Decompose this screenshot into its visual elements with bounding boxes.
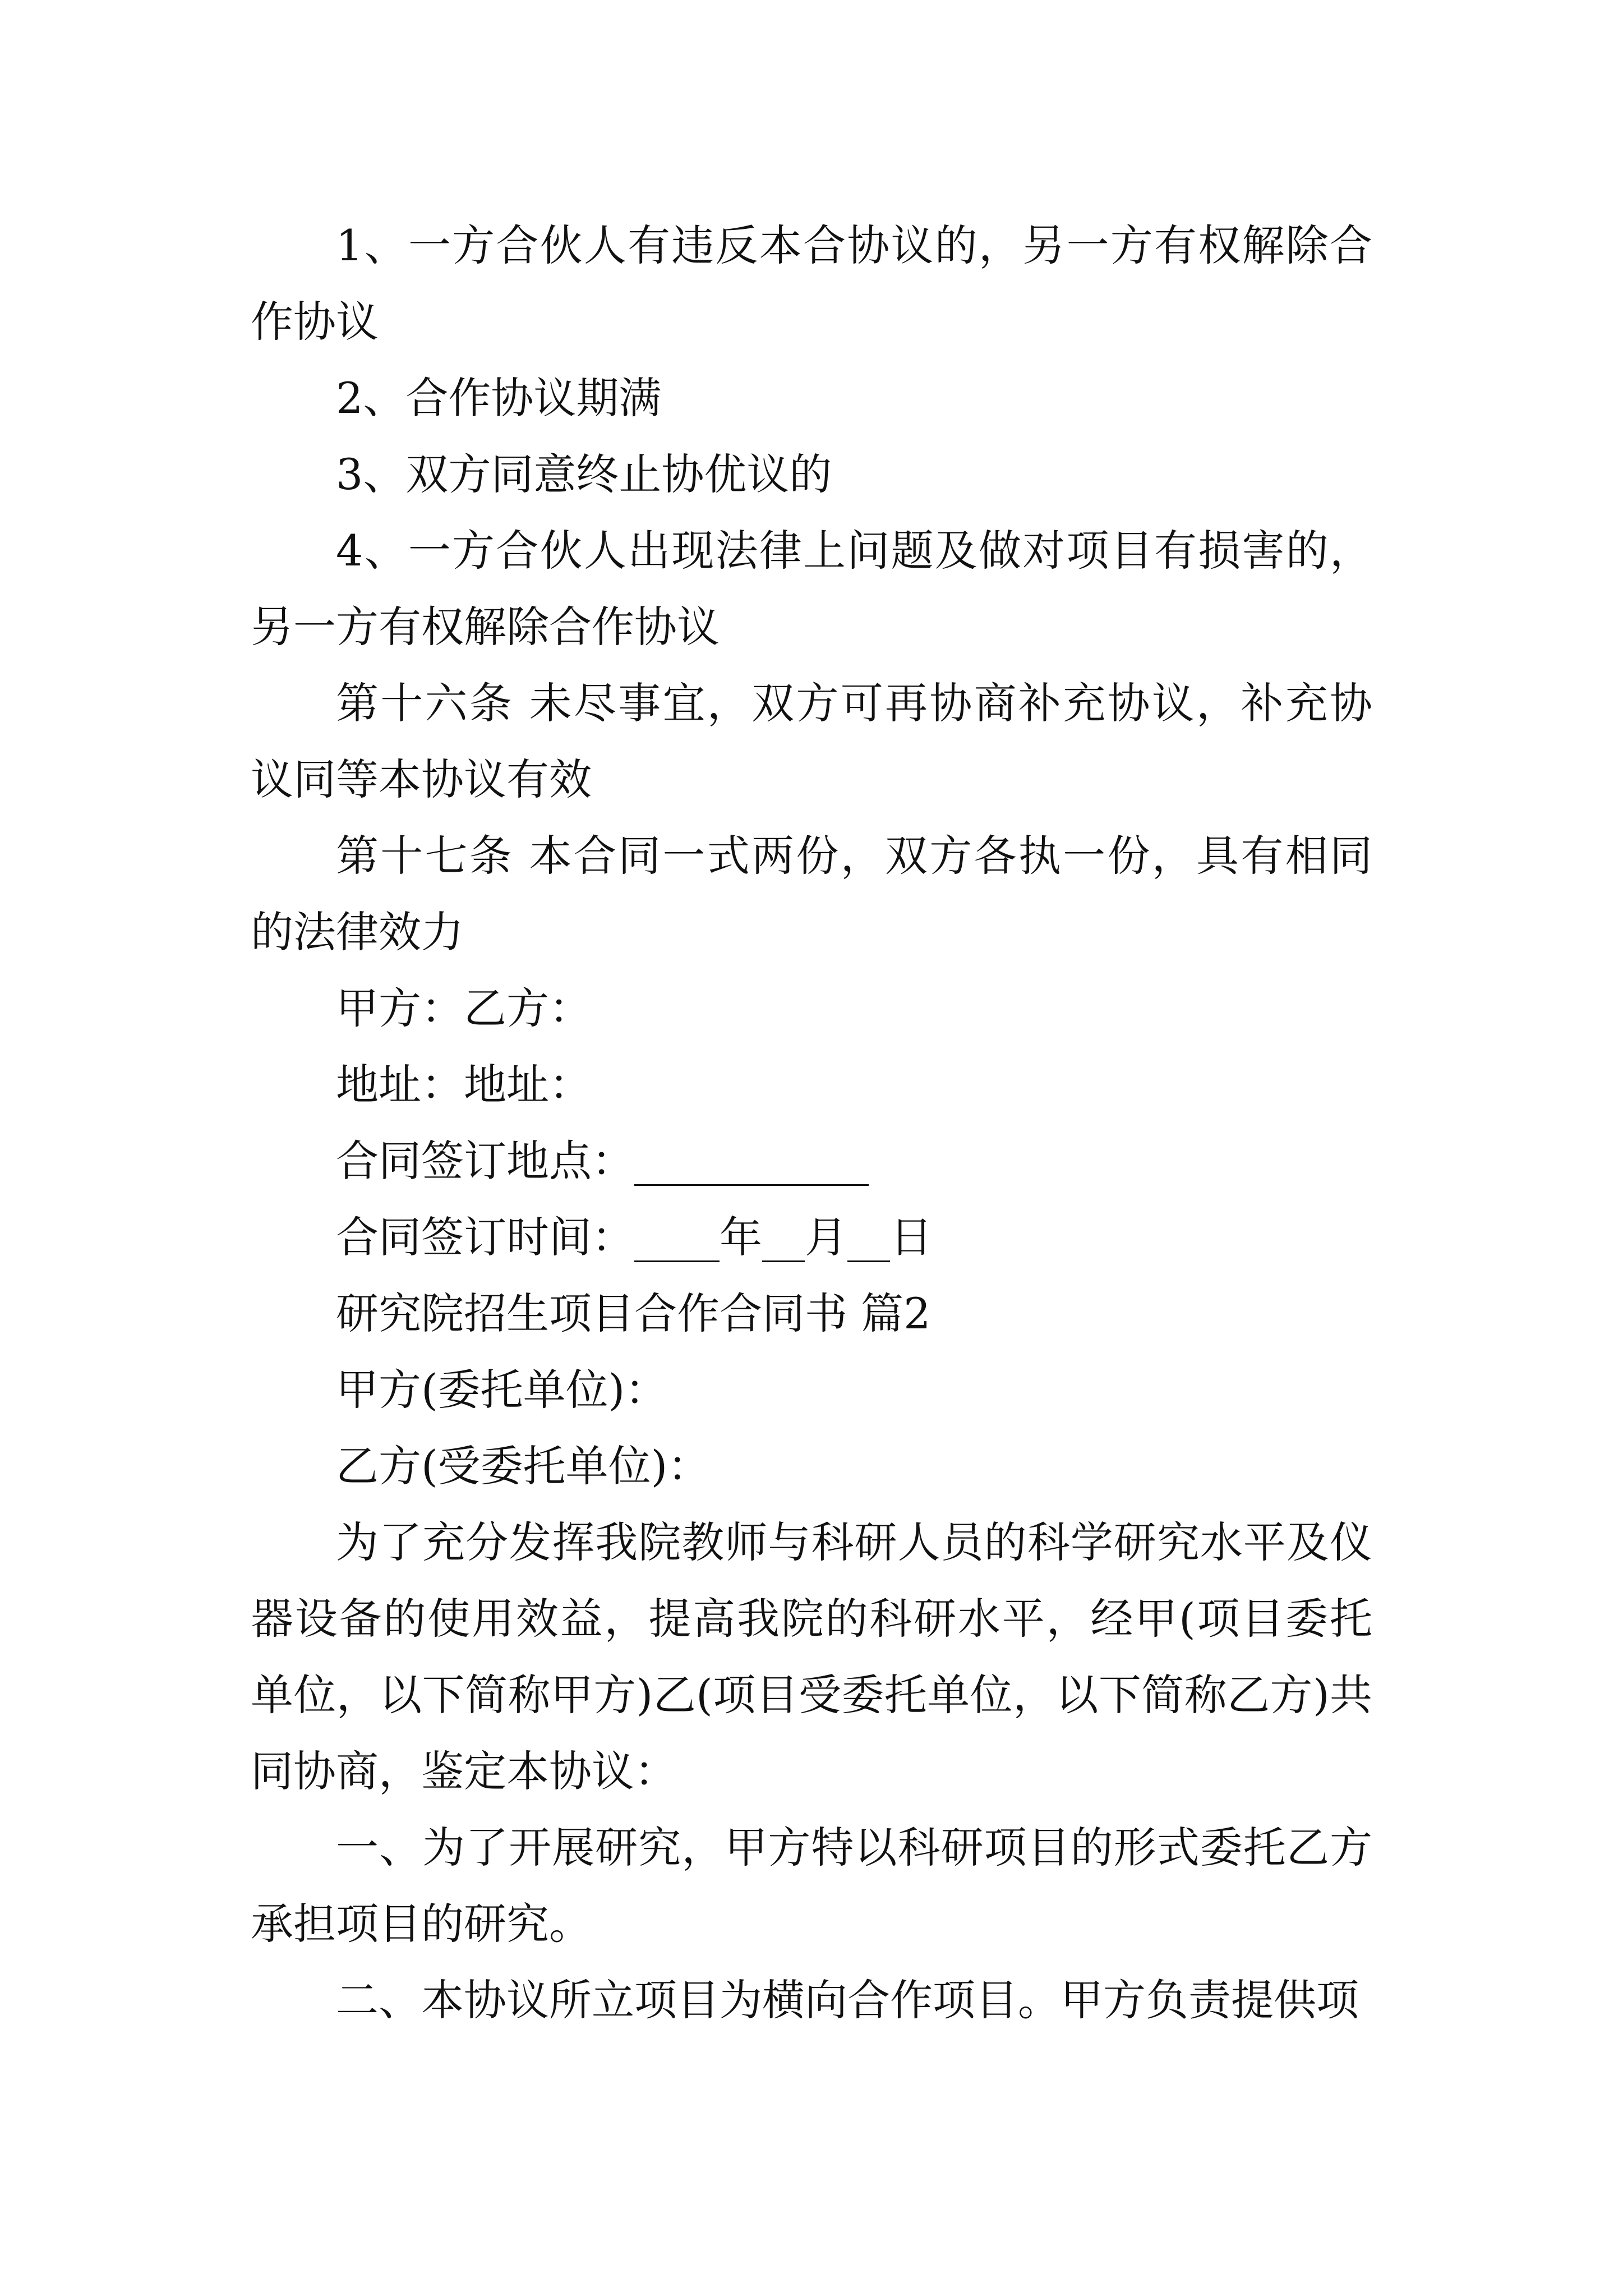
party-a-line: 甲方(委托单位)： <box>336 1365 668 1415</box>
address-line: 地址：地址： <box>336 1060 592 1110</box>
signing-place-line: 合同签订地点：___________ <box>336 1136 869 1186</box>
clause-termination-2: 2、合作协议期满 <box>336 373 662 423</box>
preamble-paragraph: 为了充分发挥我院教师与科研人员的科学研究水平及仪器设备的使用效益，提高我院的科研水平，经甲(项目委托单位，以下简称甲方)乙(项目受委托单位，以下简称乙方)共同协商，鉴定本协议： <box>251 1517 1372 1796</box>
clause-termination-1: 1、一方合伙人有违反本合协议的，另一方有权解除合作协议 <box>251 220 1372 347</box>
article-16: 第十六条 未尽事宜，双方可再协商补充协议，补充协议同等本协议有效 <box>251 678 1372 804</box>
article-17: 第十七条 本合同一式两份，双方各执一份，具有相同的法律效力 <box>251 831 1372 957</box>
clause-termination-3: 3、双方同意终止协优议的 <box>336 449 832 499</box>
party-line: 甲方：乙方： <box>336 983 592 1033</box>
party-b-line: 乙方(受委托单位)： <box>336 1441 711 1491</box>
clause-termination-4: 4、一方合伙人出现法律上问题及做对项目有损害的，另一方有权解除合作协议 <box>251 526 1372 652</box>
document-body <box>251 208 1372 2039</box>
signing-date-line: 合同签订时间：____年__月__日 <box>336 1212 933 1262</box>
section-title: 研究院招生项目合作合同书 篇2 <box>336 1289 931 1338</box>
clause-one: 一、为了开展研究，甲方特以科研项目的形式委托乙方承担项目的研究。 <box>251 1823 1372 1949</box>
clause-two: 二、本协议所立项目为横向合作项目。甲方负责提供项 <box>336 1975 1359 2025</box>
